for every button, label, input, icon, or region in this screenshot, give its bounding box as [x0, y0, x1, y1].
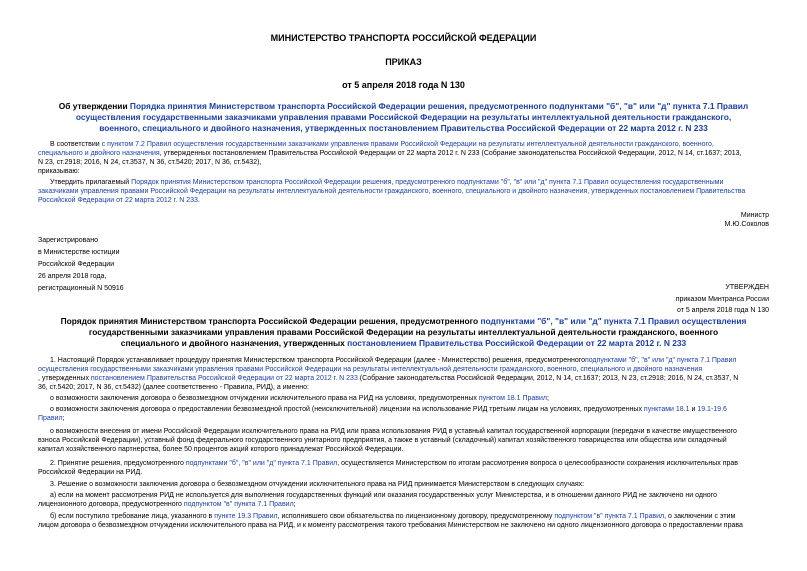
order-title-line-3 [0, 338, 807, 348]
registration-line: Зарегистрировано [38, 237, 98, 244]
p1-item-c-line-1: о возможности внесения от имени Российской Федерации исключительного права на РИД или права использования РИД в уставный капитал государственной корпорации (передачи в качестве имущественного [50, 428, 737, 435]
p3-line-1: 3. Решение о возможности заключения договора о безвозмездном отчуждении исключительного права на РИД принимается Министерством в следующих случаях: [50, 481, 585, 488]
p1-item-a-text: о возможности заключения договора о безвозмездном отчуждении исключительного права на РИД на условиях, предусмотренных [50, 395, 479, 402]
approve-line-3[interactable]: Российской Федерации от 22 марта 2012 г. N 233. [38, 197, 200, 204]
approve-order-link[interactable]: Порядок принятия Министерством транспорта Российской Федерации решения, предусмотренного подпунктами "б", "в" или "д" пункта 7.1 Правил осуществления государственными [131, 179, 724, 186]
p3-item-a-end: ; [293, 501, 296, 508]
registration-line: 26 апреля 2018 года, [38, 273, 107, 280]
order-title-text: Порядок принятия Министерством транспорта Российской Федерации решения, предусмотренного [60, 316, 481, 326]
p1-item-a [50, 394, 549, 403]
p3-item-b-line-1 [50, 512, 735, 521]
p3-item-b-link-2[interactable]: подпунктом "в" пункта 7.1 Правил [554, 513, 665, 520]
doc-title-line-1 [0, 101, 807, 111]
p3-item-b-text: б) если поступило требование лица, указанного в [50, 513, 215, 520]
p1-item-b [50, 405, 727, 414]
p1-item-c-line-2: взноса Российской Федерации), уставный фонд федерального государственного унитарного предприятия, а также в уставный (складочный) капитал хозяйственного товарищества или общества или складочный [38, 437, 727, 444]
preamble-text-3: (Собрание законодательства Российской Федерации, 2012, N 14, ст.1637; 2013, [479, 150, 742, 157]
p1-text: 1. Настоящий Порядок устанавливает процедуру принятия Министерством транспорта Российской Федерации (далее - Министерство) решения, предусмотренного [50, 357, 586, 364]
p3-item-b-link-1[interactable]: пункте 19.3 Правил [214, 513, 278, 520]
p1-item-a-link[interactable]: пунктом 18.1 Правил [478, 395, 547, 402]
p3-item-a-text: лицензионного договора, предусмотренного [38, 501, 184, 508]
title-order-link[interactable]: Порядка принятия Министерством транспорта Российской Федерации решения, предусмотренного подпунктами "б", "в" или "д" пункта 7.1 Правил [129, 101, 749, 111]
signature-name: М.Ю.Соколов [724, 221, 769, 228]
p1-resolution-link[interactable]: постановлением Правительства Российской Федерации от 22 марта 2012 г. N 233 [90, 375, 358, 382]
signature-position: Министр [740, 212, 769, 219]
p3-item-a-line-2 [38, 500, 296, 509]
p1-rules-link[interactable]: подпунктами "б", "в" или "д" пункта 7.1 Правил [585, 357, 737, 364]
preamble-line-3: N 23, ст.2918; 2016, N 24, ст.3537, N 36, ст.5420; 2017, N 36, ст.5432), [38, 159, 262, 166]
doc-title-line-3[interactable]: военного, специального и двойного назначения, утвержденных постановлением Правительства Российской Федерации от 22 марта 2012 г. N 233 [99, 123, 708, 133]
p1-item-b-mid: и [689, 406, 698, 413]
preamble-line-2 [38, 149, 741, 158]
p3-item-b-line-2: лицом договора о безвозмездном отчуждении исключительного права на РИД, и к моменту рассмотрения такого требования Министерством не заключено ни одного лицензионного договора о предоставлении права [38, 522, 743, 529]
p1-item-b-link-3[interactable]: Правил [38, 415, 63, 422]
approve-line-1 [50, 178, 723, 187]
doc-date-number: от 5 апреля 2018 года N 130 [342, 80, 465, 90]
p1-item-b-cont [38, 414, 64, 423]
preamble-text-2: , утвержденных постановлением Правительства Российской Федерации от 22 марта 2012 г. N 233 [159, 150, 480, 157]
p1-item-c-line-3: капитал хозяйственного партнерства, более 50 процентов акций которого принадлежат Российской Федерации. [38, 446, 404, 453]
p1-item-b-end: ; [62, 415, 65, 422]
approve-line-2[interactable]: заказчиками управления правами Российской Федерации на результаты интеллектуальной деятельности гражданского, военного, специального и двойного назначения, утвержденных постановлением Правительства [38, 188, 746, 195]
approve-text: Утвердить прилагаемый [50, 179, 132, 186]
preamble-text: В соответствии [50, 141, 102, 148]
p2-line-1 [50, 459, 738, 468]
p2-text-c: , осуществляется Министерством по итогам рассмотрения вопроса о целесообразности сохранения исключительных прав [337, 460, 739, 467]
preamble-rules-link-cont[interactable]: специального и двойного назначения [38, 150, 160, 157]
order-title-link[interactable]: подпунктами "б", "в" или "д" пункта 7.1 Правил осуществления [480, 316, 747, 326]
p1-line-3 [38, 374, 738, 383]
p1-item-b-link-2[interactable]: 19.1-19.6 [697, 406, 727, 413]
p3-item-b-text-3: , о заключении с этим [664, 513, 736, 520]
registration-line: Российской Федерации [38, 261, 115, 268]
p1-text-3a: , утвержденных [38, 375, 91, 382]
preamble-rules-link[interactable]: с пунктом 7.2 Правил осуществления государственными заказчиками управления правами Российской Федерации на результаты интеллектуальной деятельности гражданского, военного, [101, 141, 714, 148]
p3-item-a-link[interactable]: подпунктом "в" пункта 7.1 Правил [183, 501, 294, 508]
p2-rules-link[interactable]: подпунктами "б", "в" или "д" пункта 7.1 Правил [185, 460, 338, 467]
p3-item-b-text-2: , исполнившего свои обязательства по лицензионному договору, предусмотренному [277, 513, 555, 520]
approved-by-order: приказом Минтранса России [675, 296, 769, 303]
doc-type-heading: ПРИКАЗ [385, 57, 422, 67]
p1-item-a-end: ; [547, 395, 549, 402]
p2-line-2: Российской Федерации на РИД. [38, 469, 143, 476]
p1-item-b-link-1[interactable]: пунктами 18.1 [643, 406, 690, 413]
p1-item-b-text: о возможности заключения договора о предоставлении безвозмездной простой (неисключительной) лицензии на использование РИД третьим лицам на условиях, предусмотренных [50, 406, 644, 413]
p1-line-1 [50, 356, 736, 365]
doc-title-line-2[interactable]: осуществления государственными заказчиками управления правами Российской Федерации на результаты интеллектуальной деятельности гражданского, [75, 112, 732, 122]
order-title-resolution-link[interactable]: постановлением Правительства Российской Федерации от 22 марта 2012 г. N 233 [347, 338, 687, 348]
preamble-line-1 [50, 140, 714, 149]
ministry-heading: МИНИСТЕРСТВО ТРАНСПОРТА РОССИЙСКОЙ ФЕДЕРАЦИИ [270, 33, 537, 43]
order-title-line-2: государственными заказчиками управления правами Российской Федерации на результаты интеллектуальной деятельности гражданского, военного [88, 327, 719, 337]
preamble-line-4: приказываю: [38, 168, 80, 175]
p2-text: 2. Принятие решения, предусмотренного [50, 460, 186, 467]
p1-line-4: 36, ст.5420; 2017, N 36, ст.5432) (далее соответственно - Правила, РИД), а именно: [38, 384, 309, 391]
p1-text-3c: (Собрание законодательства Российской Федерации, 2012, N 14, ст.1637; 2013, N 23, ст.2918; 2016, N 24, ст.3537, N [357, 375, 739, 382]
p3-item-a-line-1: а) если на момент рассмотрения РИД не используется для выполнения государственных функций или оказания государственных услуг Министерства, и в отношении данного РИД не заключено ни одного [50, 492, 717, 499]
title-prefix: Об утверждении [58, 101, 130, 111]
approved-date: от 5 апреля 2018 года N 130 [676, 307, 769, 314]
approved-stamp: УТВЕРЖДЕН [725, 284, 769, 291]
p1-line-2[interactable]: осуществления государственными заказчиками управления правами Российской Федерации на результаты интеллектуальной деятельности гражданского, военного, специального и двойного назначения [38, 366, 703, 373]
registration-line: регистрационный N 50916 [38, 285, 124, 292]
order-title-line-1 [0, 316, 807, 326]
order-title-text-3: специального и двойного назначения, утвержденных [120, 338, 348, 348]
registration-line: в Министерстве юстиции [38, 249, 120, 256]
